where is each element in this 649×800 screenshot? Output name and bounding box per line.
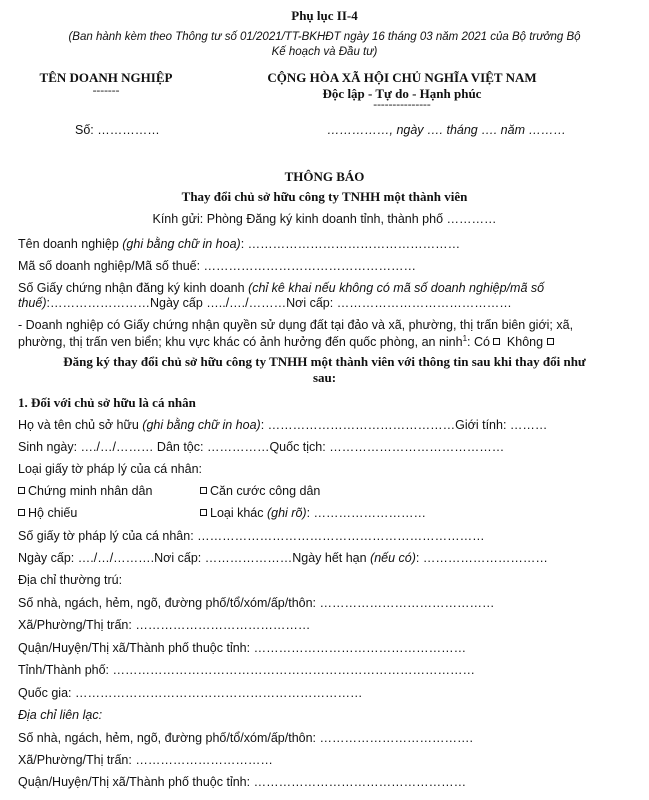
checkbox-yes[interactable] xyxy=(493,338,500,345)
notice-title: THÔNG BÁO xyxy=(284,169,365,184)
certificate-field-line-1 xyxy=(18,281,544,295)
footnote-marker: 1 xyxy=(462,334,468,343)
issue-part: Ngày cấp: …./…/……….Nơi cấp: …………………Ngày hết hạn xyxy=(18,551,371,565)
option-cmnd-label: Chứng minh nhân dân xyxy=(28,484,153,498)
permanent-address-label: Địa chỉ thường trú: xyxy=(18,573,123,587)
land-options-label: : Có xyxy=(467,335,494,350)
document-number: Số: …………… xyxy=(75,123,160,137)
register-heading-line-1: Đăng ký thay đổi chủ sở hữu công ty TNHH một thành viên với thông tin sau khi thay đổi như xyxy=(63,354,586,369)
legal-number-field: Số giấy tờ pháp lý của cá nhân: …………………………………………………………… xyxy=(18,529,485,543)
issue-dots: : ………………………… xyxy=(415,551,548,565)
recipient-line: Kính gửi: Phòng Đăng ký kinh doanh tỉnh, thành phố ………… xyxy=(152,212,497,226)
checkbox-passport[interactable] xyxy=(18,509,25,516)
section-1-heading: 1. Đối với chủ sở hữu là cá nhân xyxy=(18,395,196,410)
company-dash: ------- xyxy=(92,85,120,97)
owner-name-hint: (ghi bằng chữ in hoa) xyxy=(142,418,261,432)
certificate-hint-1: (chỉ kê khai nếu không có mã số doanh nghiệp/mã số xyxy=(248,281,545,295)
checkbox-no[interactable] xyxy=(547,338,554,345)
option-no-label: Không xyxy=(503,335,547,350)
republic-heading: CỘNG HÒA XÃ HỘI CHỦ NGHĨA VIỆT NAM xyxy=(267,70,537,85)
legal-type-label: Loại giấy tờ pháp lý của cá nhân: xyxy=(18,462,203,476)
issued-line-1: (Ban hành kèm theo Thông tư số 01/2021/TT-BKHĐT ngày 16 tháng 03 năm 2021 của Bộ trưởng Bộ xyxy=(68,31,581,43)
land-text: phường, thị trấn ven biển; khu vực khác có ảnh hưởng đến quốc phòng, an ninh xyxy=(18,335,463,350)
owner-name-rest: : ………………………………………Giới tính: ……… xyxy=(260,418,548,432)
register-heading-line-2: sau: xyxy=(312,370,337,385)
company-name-field xyxy=(18,237,460,251)
issue-field xyxy=(18,551,548,565)
checkbox-cmnd[interactable] xyxy=(18,487,25,494)
certificate-label: Số Giấy chứng nhận đăng ký kinh doanh xyxy=(18,281,249,295)
document-date: ……………, ngày …. tháng …. năm ……… xyxy=(327,123,566,137)
permanent-district-field: Quận/Huyện/Thị xã/Thành phố thuộc tỉnh: …………………………………………… xyxy=(18,641,467,655)
contact-ward-field: Xã/Phường/Thị trấn: …………………………… xyxy=(18,753,273,767)
issue-hint: (nếu có) xyxy=(370,551,416,565)
appendix-title: Phụ lục II-4 xyxy=(291,8,358,23)
company-name-heading: TÊN DOANH NGHIỆP xyxy=(39,70,173,85)
company-name-hint: (ghi bằng chữ in hoa) xyxy=(122,237,241,251)
permanent-country-field: Quốc gia: …………………………………………………………… xyxy=(18,686,363,700)
owner-name-field xyxy=(18,418,547,432)
permanent-street-field: Số nhà, ngách, hẻm, ngõ, đường phố/tổ/xóm/ấp/thôn: …………………………………… xyxy=(18,596,495,610)
option-cccd-label: Căn cước công dân xyxy=(210,484,321,498)
option-other[interactable] xyxy=(200,506,426,520)
option-other-dots: : ……………………… xyxy=(306,506,427,520)
option-passport-label: Hộ chiếu xyxy=(28,506,78,520)
land-certificate-line-2 xyxy=(18,334,557,349)
issued-line-2: Kế hoạch và Đầu tư) xyxy=(271,46,378,58)
option-other-label: Loại khác xyxy=(210,506,267,520)
company-name-dots: : …………………………………………… xyxy=(240,237,461,251)
contact-street-field: Số nhà, ngách, hẻm, ngõ, đường phố/tổ/xóm/ấp/thôn: ………………………………. xyxy=(18,731,473,745)
permanent-province-field: Tỉnh/Thành phố: …………………………………………………………………………… xyxy=(18,663,476,677)
motto-dash: --------------- xyxy=(373,99,431,111)
certificate-hint-2: thuế) xyxy=(18,296,47,310)
notice-subject: Thay đổi chủ sở hữu công ty TNHH một thành viên xyxy=(181,189,468,204)
permanent-ward-field: Xã/Phường/Thị trấn: …………………………………… xyxy=(18,618,311,632)
option-cccd[interactable] xyxy=(200,484,320,498)
option-other-hint: (ghi rõ) xyxy=(266,506,307,520)
owner-name-label: Họ và tên chủ sở hữu xyxy=(18,418,143,432)
option-cmnd[interactable] xyxy=(18,484,152,498)
contact-district-field: Quận/Huyện/Thị xã/Thành phố thuộc tỉnh: …………………………………………… xyxy=(18,775,467,789)
contact-address-label: Địa chỉ liên lạc: xyxy=(18,708,103,722)
checkbox-other[interactable] xyxy=(200,509,207,516)
land-certificate-line-1: - Doanh nghiệp có Giấy chứng nhận quyền sử dụng đất tại đảo và xã, phường, thị trấn biên giới; xã, xyxy=(18,318,574,332)
birth-field: Sinh ngày: …./…/……… Dân tộc: ……………Quốc tịch: …………………………………… xyxy=(18,440,505,454)
motto: Độc lập - Tự do - Hạnh phúc xyxy=(322,86,482,101)
tax-code-field: Mã số doanh nghiệp/Mã số thuế: …………………………………………… xyxy=(18,259,417,273)
certificate-rest: :……………………Ngày cấp …../…./………Nơi cấp: …………………………………… xyxy=(46,296,512,310)
checkbox-cccd[interactable] xyxy=(200,487,207,494)
company-name-label: Tên doanh nghiệp xyxy=(18,237,123,251)
certificate-field-line-2 xyxy=(18,296,512,310)
option-passport[interactable] xyxy=(18,506,77,520)
